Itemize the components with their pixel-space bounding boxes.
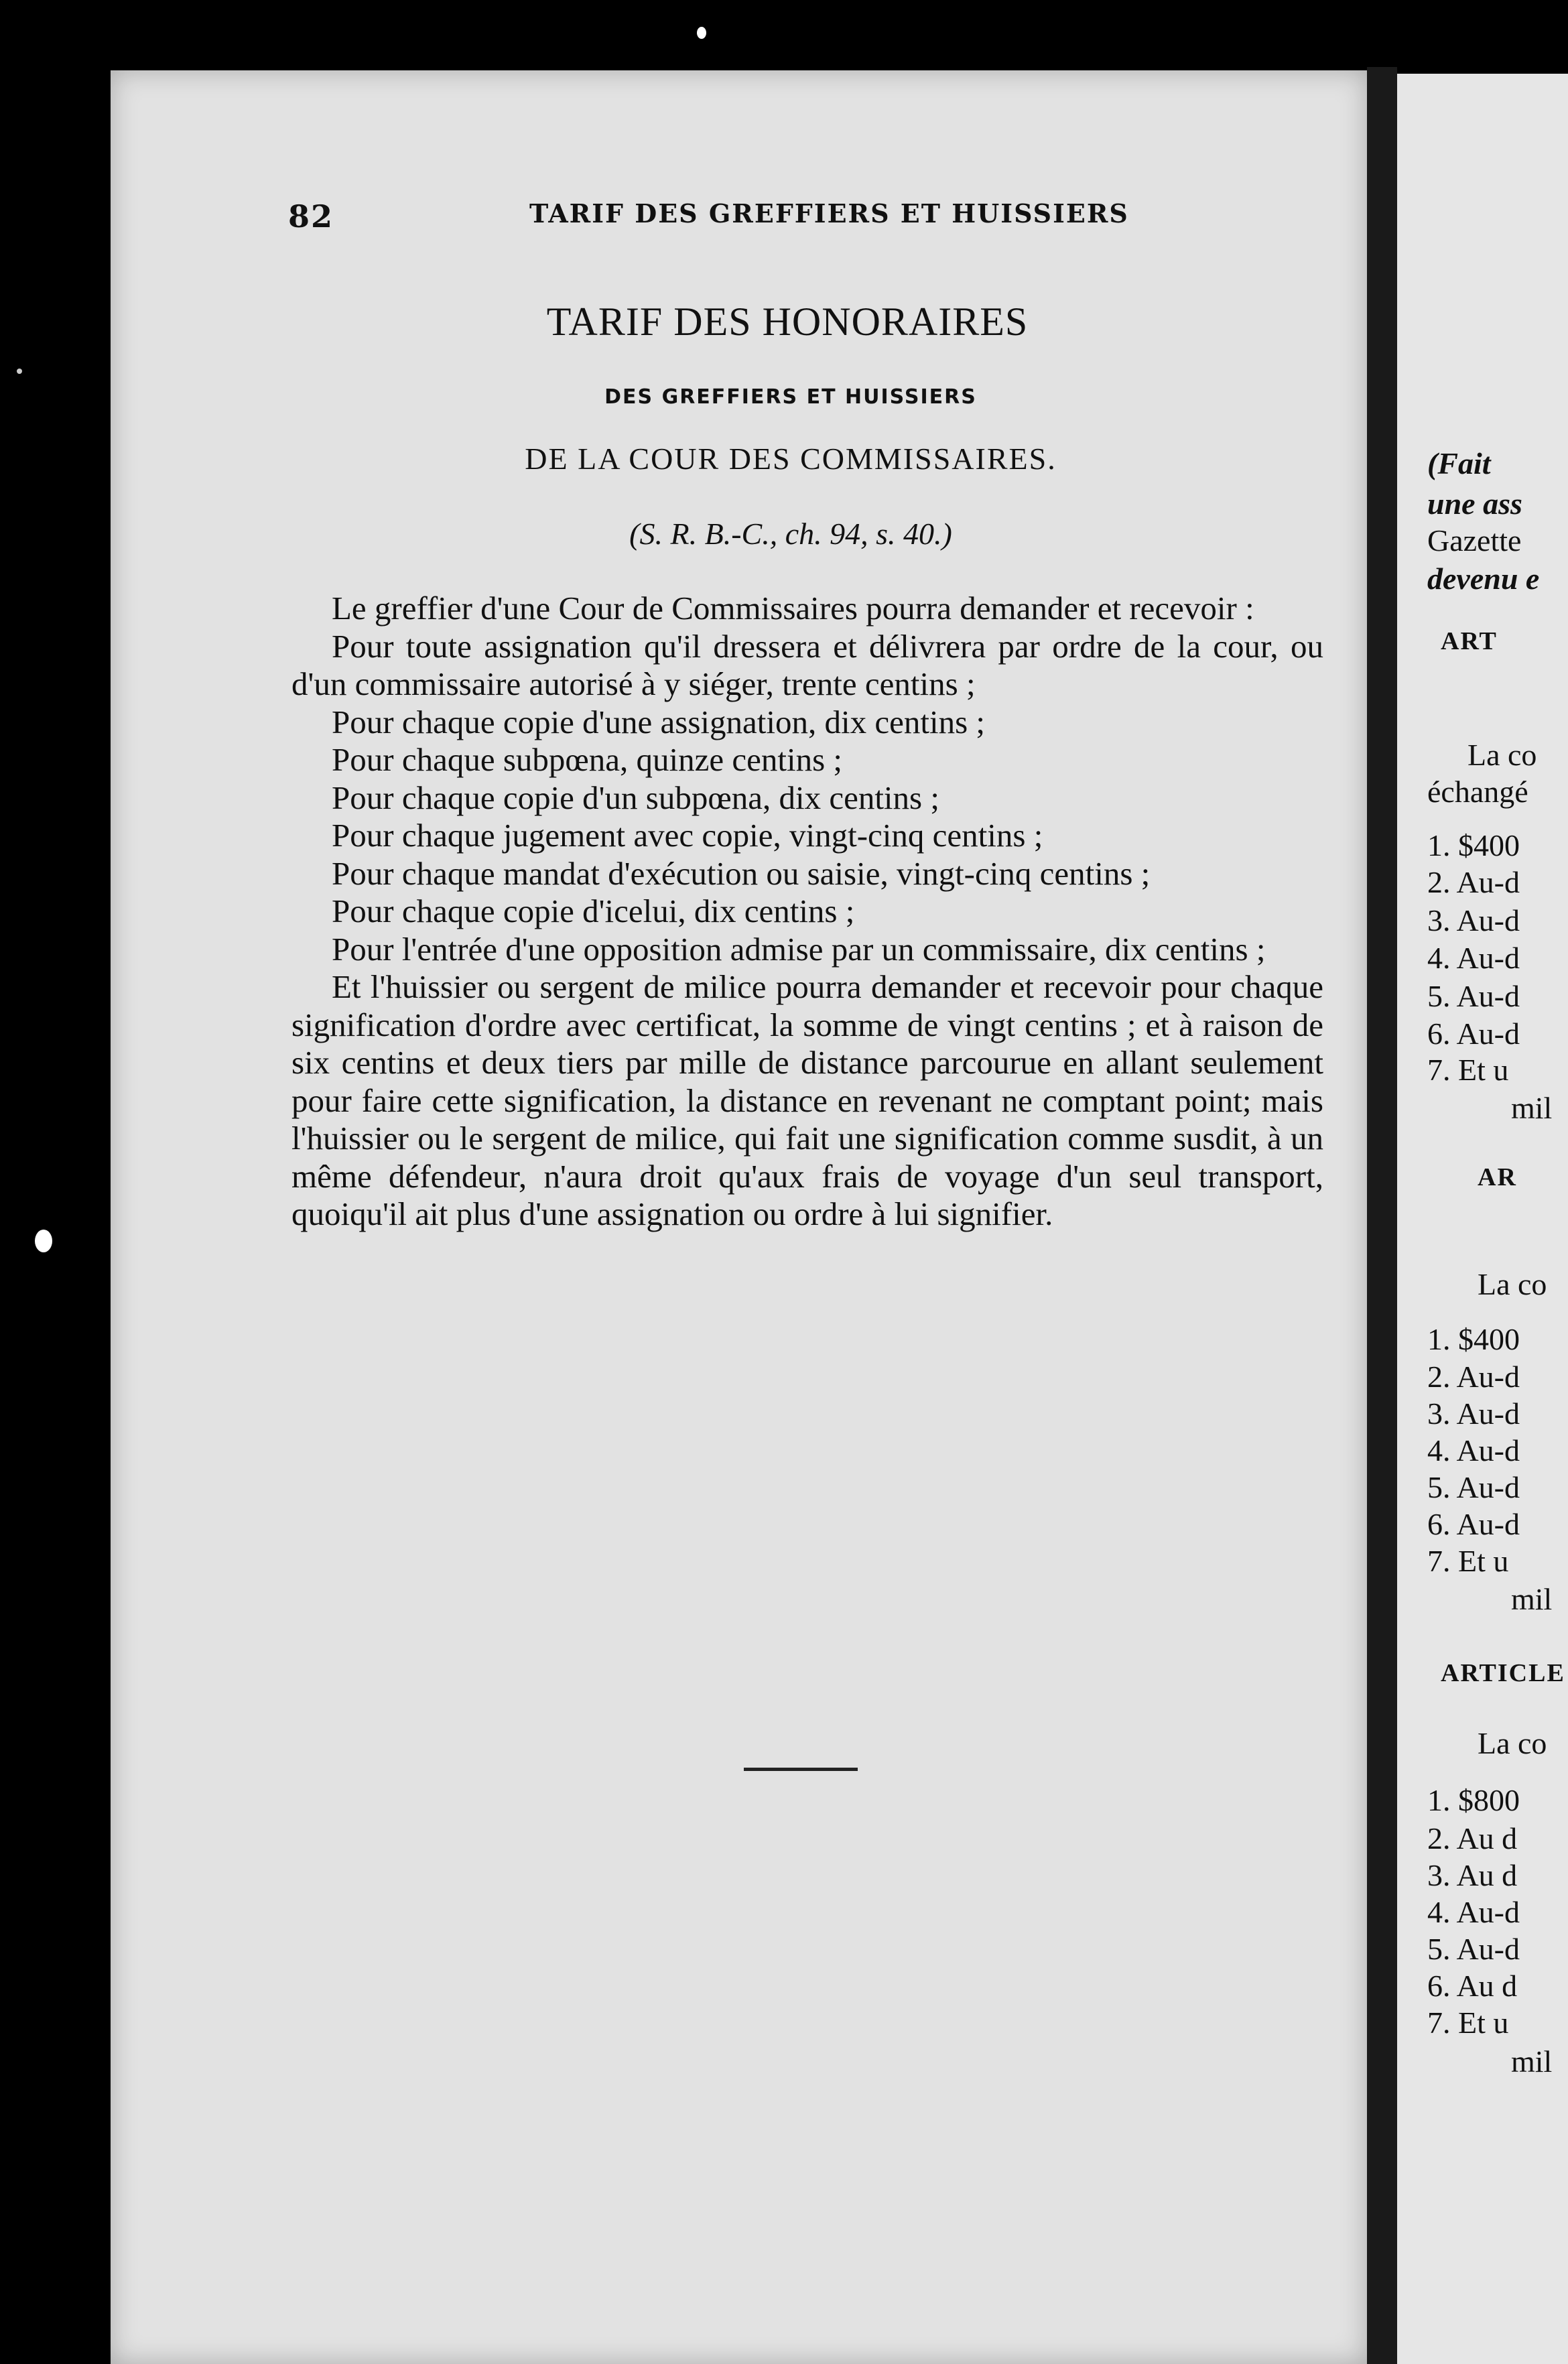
right-line: 5. Au-d bbox=[1427, 1932, 1520, 1966]
body-text bbox=[291, 590, 1323, 1234]
intro-paragraph: Le greffier d'une Cour de Commissaires pourra demander et recevoir : bbox=[332, 590, 1254, 627]
section-rule bbox=[744, 1768, 858, 1771]
scan-speck bbox=[17, 369, 22, 374]
right-line: 4. Au-d bbox=[1427, 1433, 1520, 1467]
right-line: 7. Et u bbox=[1427, 1053, 1509, 1087]
right-line: 7. Et u bbox=[1427, 1544, 1509, 1578]
right-line: 4. Au-d bbox=[1427, 941, 1520, 975]
right-line: 5. Au-d bbox=[1427, 979, 1520, 1013]
right-line: 4. Au-d bbox=[1427, 1895, 1520, 1929]
right-line: devenu e bbox=[1427, 562, 1540, 596]
right-line: (Fait bbox=[1427, 446, 1491, 480]
right-line: 6. Au d bbox=[1427, 1969, 1518, 2003]
right-line: 7. Et u bbox=[1427, 2006, 1509, 2040]
court-title: DE LA COUR DES COMMISSAIRES. bbox=[525, 442, 1057, 476]
right-line: 6. Au-d bbox=[1427, 1016, 1520, 1051]
right-line: 5. Au-d bbox=[1427, 1470, 1520, 1504]
fee-item: Pour chaque copie d'icelui, dix centins ; bbox=[332, 893, 855, 929]
right-line: 1. $400 bbox=[1427, 1322, 1520, 1356]
fee-item: Pour chaque copie d'un subpœna, dix centins ; bbox=[332, 779, 939, 816]
statute-citation: (S. R. B.-C., ch. 94, s. 40.) bbox=[629, 517, 952, 551]
right-line: 2. Au-d bbox=[1427, 865, 1520, 899]
right-line: 3. Au-d bbox=[1427, 1396, 1520, 1431]
right-line: mil bbox=[1511, 2044, 1553, 2079]
right-line: 2. Au d bbox=[1427, 1821, 1518, 1855]
scan-speck bbox=[697, 27, 706, 39]
right-line: La co bbox=[1467, 738, 1537, 772]
right-line: 3. Au d bbox=[1427, 1858, 1518, 1892]
right-line: AR bbox=[1478, 1163, 1517, 1191]
right-line: une ass bbox=[1427, 486, 1522, 521]
right-line: 2. Au-d bbox=[1427, 1360, 1520, 1394]
fee-item: Pour toute assignation qu'il dressera et délivrera par ordre de la cour, ou d'un commissaire autorisé à y siéger, trente centins ; bbox=[291, 627, 1323, 702]
bailiff-paragraph: Et l'huissier ou sergent de milice pourra demander et recevoir pour chaque signification d'ordre avec certificat, la somme de vingt centins ; et à raison de six centins et deux tiers par mille de distance parcourue en allant seulement pour faire cette signification, la distance en revenant ne comptant point; mais l'huissier ou le sergent de milice, qui fait une signification comme susdit, à un même défendeur, n'aura droit qu'aux frais de voyage d'un seul transport, quoiqu'il ait plus d'une assignation ou ordre à lui signifier. bbox=[291, 968, 1323, 1232]
right-line: mil bbox=[1511, 1582, 1553, 1616]
page-number: 82 bbox=[288, 198, 334, 235]
fee-item: Pour chaque subpœna, quinze centins ; bbox=[332, 741, 843, 778]
right-line: 3. Au-d bbox=[1427, 903, 1520, 937]
fee-item: Pour chaque copie d'une assignation, dix centins ; bbox=[332, 703, 985, 740]
right-line: ARTICLE bbox=[1441, 1659, 1565, 1687]
fee-item: Pour chaque jugement avec copie, vingt-cinq centins ; bbox=[332, 817, 1043, 854]
right-line: 6. Au-d bbox=[1427, 1507, 1520, 1541]
fee-item: Pour l'entrée d'une opposition admise par un commissaire, dix centins ; bbox=[332, 930, 1266, 968]
right-line: ART bbox=[1441, 627, 1498, 655]
book-gutter bbox=[1367, 67, 1397, 2364]
right-line: La co bbox=[1478, 1726, 1547, 1760]
running-title: TARIF DES GREFFIERS ET HUISSIERS bbox=[529, 198, 1129, 228]
right-line: 1. $800 bbox=[1427, 1783, 1520, 1817]
right-line: mil bbox=[1511, 1091, 1553, 1125]
right-line: 1. $400 bbox=[1427, 828, 1520, 862]
subtitle: DES GREFFIERS ET HUISSIERS bbox=[604, 385, 977, 409]
fee-item: Pour chaque mandat d'exécution ou saisie, vingt-cinq centins ; bbox=[332, 854, 1151, 892]
scan-speck bbox=[35, 1230, 52, 1252]
right-line: La co bbox=[1478, 1267, 1547, 1301]
main-title: TARIF DES HONORAIRES bbox=[546, 300, 1029, 344]
right-line: Gazette bbox=[1427, 523, 1522, 557]
right-line: échangé bbox=[1427, 775, 1528, 809]
